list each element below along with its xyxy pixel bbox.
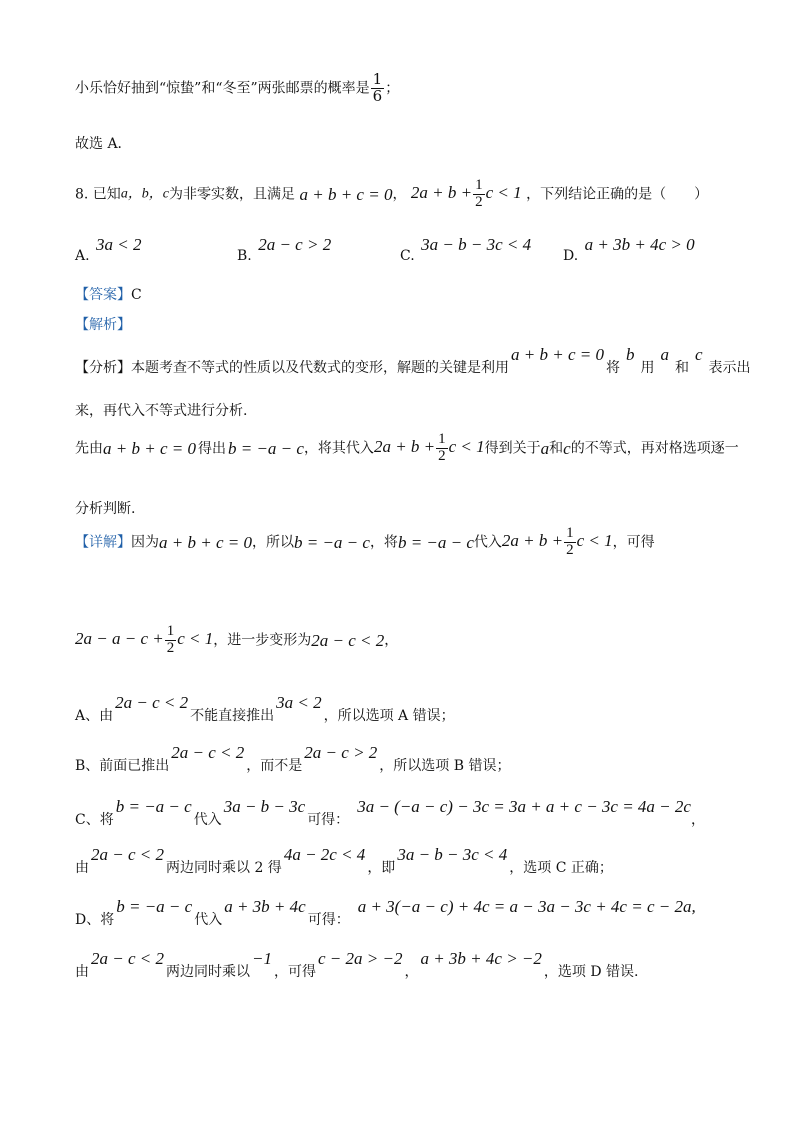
analysis-option-a: A、由2a − c < 2不能直接推出3a < 2，所以选项 A 错误；: [75, 693, 455, 724]
question-8-stem: 8. 已知a，b，c为非零实数，且满足 a + b + c = 0， 2a + b + $\frac{1}{2}$ c < 1 ，下列结论正确的是（ ）: [75, 177, 709, 210]
analysis-option-c-1: C、将b = −a − c代入3a − b − 3c可得：3a − (−a − c) − 3c = 3a + a + c − 3c = 4a − 2c，: [75, 797, 705, 828]
analysis-option-c-2: 由2a − c < 2两边同时乘以 2 得4a − 2c < 4，即3a − b − 3c < 4，选项 C 正确；: [75, 845, 613, 876]
option-a: A. 3a < 2: [75, 235, 142, 264]
answer-value: C: [131, 287, 142, 303]
answer-label: 【答案】: [75, 287, 131, 303]
probability-line: 小乐恰好抽到“惊蛰”和“冬至”两张邮票的概率是 $\frac{1}{6}$ ；: [75, 70, 400, 105]
first-line-2: 分析判断.: [75, 501, 136, 517]
probability-fraction: $\frac{1}{6}$: [372, 70, 383, 105]
answer-line: [75, 288, 142, 302]
derive-line: 2a − a − c + $\frac{1}{2}$ c < 1，进一步变形为2a − c < 2，: [75, 623, 399, 656]
analysis-option-b: B、前面已推出2a − c < 2，而不是2a − c > 2，所以选项 B 错误；: [75, 743, 511, 774]
fenxi-line-2: 来，再代入不等式进行分析.: [75, 403, 248, 419]
analysis-option-d-1: D、将b = −a − c代入a + 3b + 4c可得：a + 3(−a − c) + 4c = a − 3a − 3c + 4c = c − 2a,: [75, 897, 696, 928]
probability-text: 小乐恰好抽到“惊蛰”和“冬至”两张邮票的概率是: [75, 80, 370, 97]
analysis-label: 【解析】: [75, 317, 131, 333]
option-b: B. 2a − c > 2: [237, 235, 332, 264]
detail-line: 【详解】因为a + b + c = 0，所以b = −a − c，将b = −a − c代入2a + b + $\frac{1}{2}$ c < 1，可得: [75, 525, 655, 558]
choose-a-line: 故选 A．: [75, 136, 132, 152]
condition-1: a + b + c = 0: [299, 184, 393, 204]
fenxi-line-1: 【分析】本题考查不等式的性质以及代数式的变形，解题的关键是利用a + b + c = 0将b用a和c表示出: [75, 345, 751, 376]
option-c: C. 3a − b − 3c < 4: [400, 235, 532, 264]
condition-2: 2a + b + $\frac{1}{2}$ c < 1: [410, 177, 522, 210]
option-d: D. a + 3b + 4c > 0: [563, 235, 695, 264]
analysis-option-d-2: 由2a − c < 2两边同时乘以−1，可得c − 2a > −2，a + 3b + 4c > −2，选项 D 错误.: [75, 949, 639, 980]
first-line-1: 先由a + b + c = 0 得出 b = −a − c，将其代入2a + b + $\frac{1}{2}$ c < 1得到关于a和c的不等式，再对格选项逐一: [75, 431, 739, 464]
